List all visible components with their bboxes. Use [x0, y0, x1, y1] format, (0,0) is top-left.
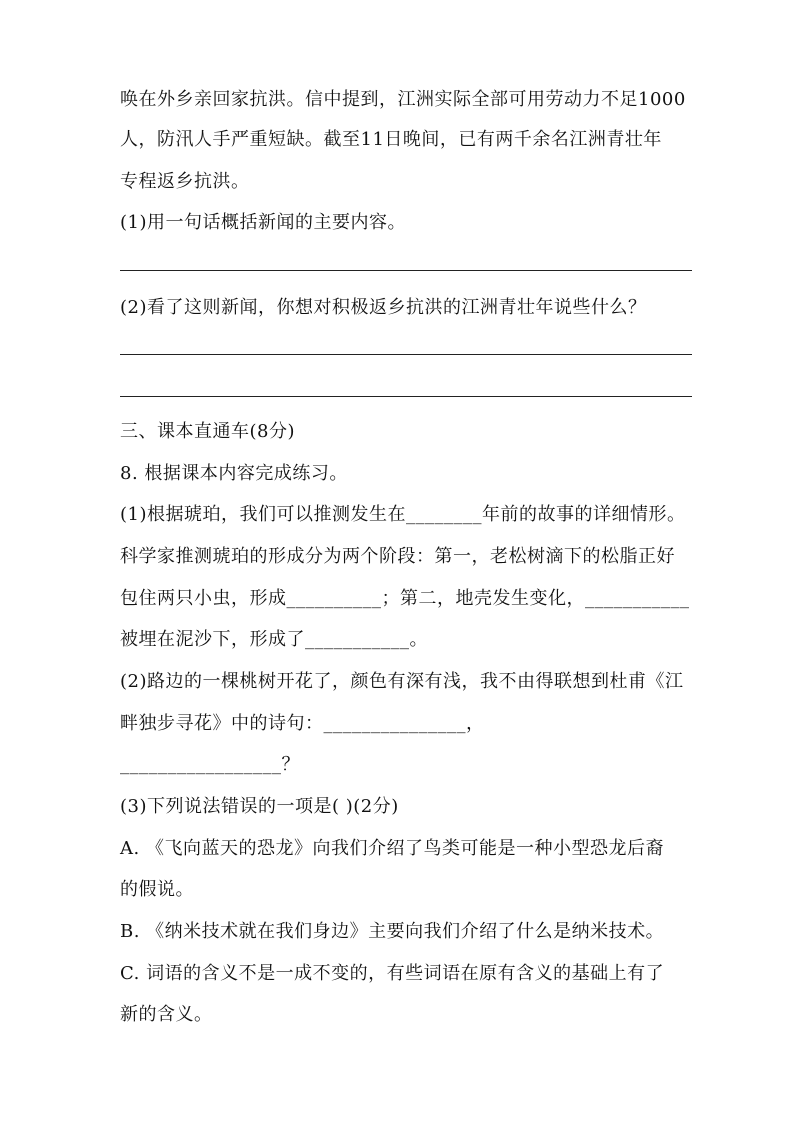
q8-p2-line-1: (2)路边的一棵桃树开花了，颜色有深有浅，我不由得联想到杜甫《江 — [120, 671, 684, 692]
option-b-line-1: B. 《纳米技术就在我们身边》主要向我们介绍了什么是纳米技术。 — [120, 921, 665, 942]
q8-p1-line-2: 科学家推测琥珀的形成分为两个阶段：第一，老松树滴下的松脂正好 — [120, 546, 675, 567]
passage-line-2: 人，防汛人手严重短缺。截至11日晚间，已有两千余名江洲青壮年 — [120, 129, 662, 150]
option-c-line-2: 新的含义。 — [120, 1004, 213, 1025]
option-c-line-1: C. 词语的含义不是一成不变的，有些词语在原有含义的基础上有了 — [120, 963, 665, 984]
q7-sub2-answer-line-1[interactable] — [120, 354, 692, 355]
q8-intro: 8. 根据课本内容完成练习。 — [120, 463, 348, 484]
q8-p2-line-3: _________________？ — [120, 754, 300, 775]
q7-sub1-answer-line[interactable] — [120, 270, 692, 271]
q8-p1-line-3: 包住两只小虫，形成__________；第二，地壳发生变化，___________ — [120, 588, 690, 609]
q8-p1-line-4: 被埋在泥沙下，形成了___________。 — [120, 629, 428, 650]
q7-sub2-answer-line-2[interactable] — [120, 396, 692, 397]
option-a-line-2: 的假说。 — [120, 879, 194, 900]
q7-sub2-prompt: (2)看了这则新闻，你想对积极返乡抗洪的江洲青壮年说些什么？ — [120, 297, 647, 318]
passage-line-3: 专程返乡抗洪。 — [120, 171, 250, 192]
q7-sub1-prompt: (1)用一句话概括新闻的主要内容。 — [120, 212, 406, 233]
q8-p2-line-2: 畔独步寻花》中的诗句：_______________， — [120, 713, 485, 734]
q8-p1-line-1: (1)根据琥珀，我们可以推测发生在________年前的故事的详细情形。 — [120, 504, 686, 525]
q8-p3-prompt: (3)下列说法错误的一项是( )(2分) — [120, 796, 399, 817]
option-a-line-1: A. 《飞向蓝天的恐龙》向我们介绍了鸟类可能是一种小型恐龙后裔 — [120, 838, 664, 859]
section-3-heading: 三、课本直通车(8分) — [120, 421, 295, 442]
passage-line-1: 唤在外乡亲回家抗洪。信中提到，江洲实际全部可用劳动力不足1000 — [120, 89, 686, 110]
